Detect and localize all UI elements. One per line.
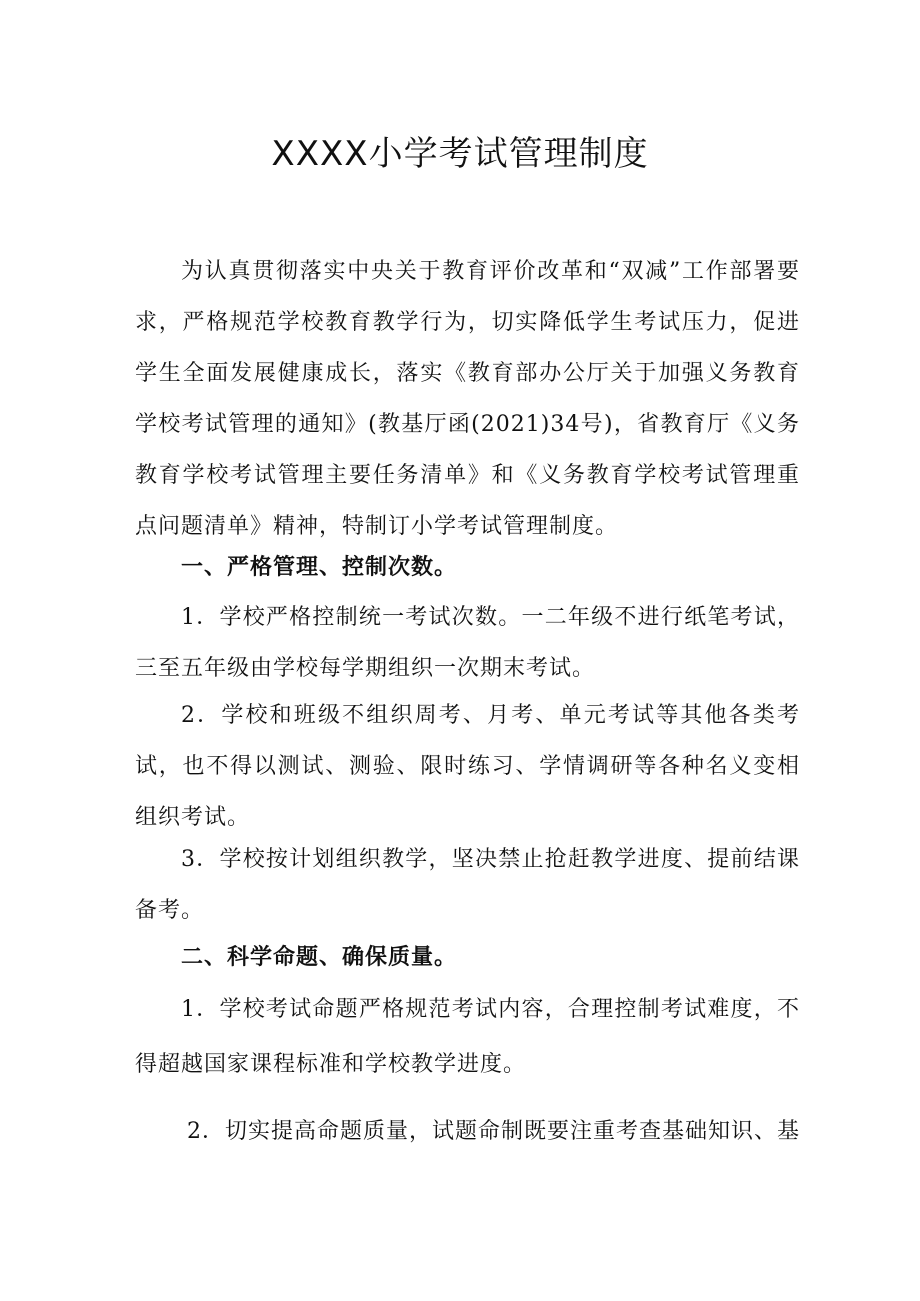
section-2-item-2: 2．切实提高命题质量，试题命制既要注重考查基础知识、基	[187, 1119, 800, 1144]
intro-paragraph: 为认真贯彻落实中央关于教育评价改革和“双减”工作部署要求，严格规范学校教育教学行为，切实降低学生考试压力，促进学生全面发展健康成长，落实《教育部办公厅关于加强义务教育学校考试管理的通知》(教基厅函(2021)34号)，省教育厅《义务教育学校考试管理主要任务清单》和《义务教育学校考试管理重点问题清单》精神，特制订小学考试管理制度。	[135, 259, 800, 539]
section-heading-2: 二、科学命题、确保质量。	[181, 945, 458, 970]
section-2-item-1: 1．学校考试命题严格规范考试内容，合理控制考试难度，不得超越国家课程标准和学校教学进度。	[135, 997, 800, 1077]
section-1-item-2: 2．学校和班级不组织周考、月考、单元考试等其他各类考试，也不得以测试、测验、限时练习、学情调研等各种名义变相组织考试。	[135, 703, 800, 830]
document-title: XXXX小学考试管理制度	[271, 134, 649, 174]
section-1-item-1: 1．学校严格控制统一考试次数。一二年级不进行纸笔考试，三至五年级由学校每学期组织一次期末考试。	[135, 605, 800, 681]
section-1-item-3: 3．学校按计划组织教学，坚决禁止抢赶教学进度、提前结课备考。	[135, 847, 800, 923]
section-heading-1: 一、严格管理、控制次数。	[181, 555, 458, 580]
